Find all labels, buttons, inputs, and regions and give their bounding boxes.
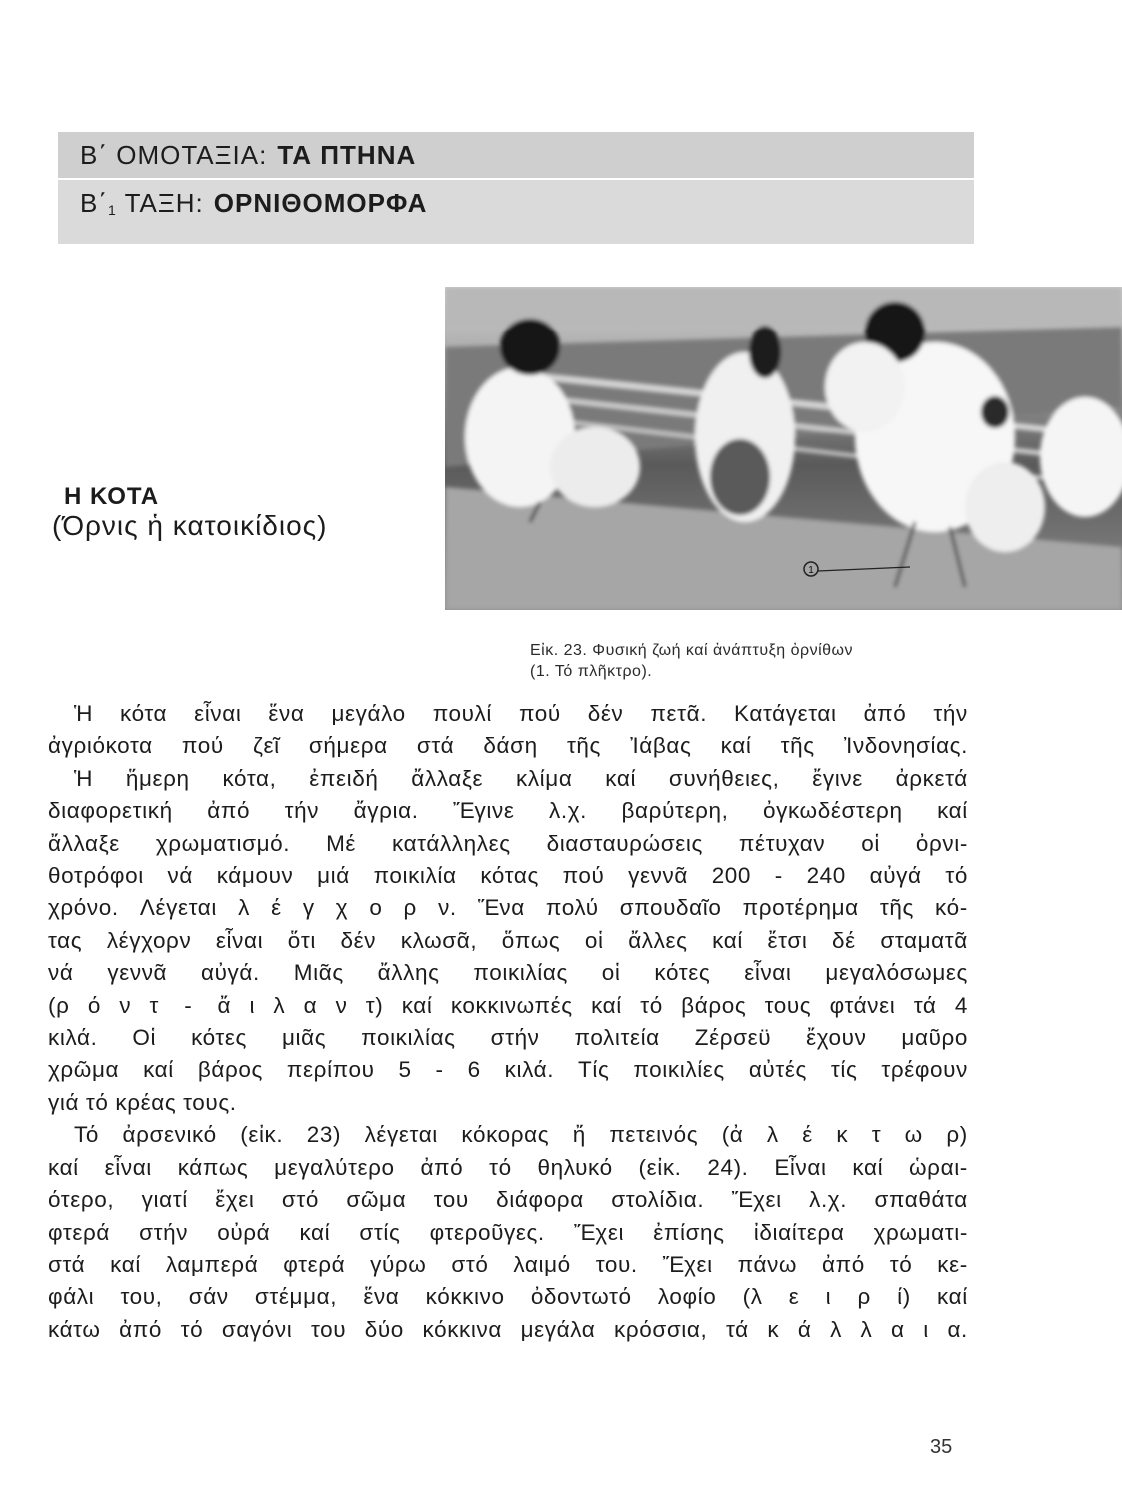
class-header-band <box>58 132 974 178</box>
text-line: ότερο, γιατί ἔχει στό σῶμα του διάφορα στολίδια. Ἔχει λ.χ. σπαθάτα <box>48 1187 968 1213</box>
order-label: $B΄_1$ ΤΑΞΗ: <box>80 187 204 218</box>
text-line: ἀγριόκοτα πού ζεῖ σήμερα στά δάση τῆς Ἰάβας καί τῆς Ἰνδονησίας. <box>48 733 968 759</box>
text-line: γιά τό κρέας τους. <box>48 1089 237 1115</box>
text-line: φάλι του, σάν στέμμα, ἕνα κόκκινο ὀδοντωτό λοφίο (λ ε ι ρ ί) καί <box>48 1284 968 1310</box>
text-line: διαφορετική ἀπό τήν ἄγρια. Ἔγινε λ.χ. βαρύτερη, ὀγκωδέστερη καί <box>48 798 968 824</box>
figure-caption <box>530 640 970 682</box>
section-title: Η ΚΟΤΑ <box>64 483 160 510</box>
text-line: καί εἶναι κάπως μεγαλύτερο ἀπό τό θηλυκό (εἰκ. 24). Εἶναι καί ὡραι- <box>48 1154 968 1180</box>
text-line: τας λέγχορν εἶναι ὅτι δέν κλωσᾶ, ὅπως οἱ ἄλλες καί ἔτσι δέ σταματᾶ <box>48 927 968 953</box>
text-line: ἄλλαξε χρωματισμό. Μέ κατάλληλες διασταυρώσεις πέτυχαν οἱ ὀρνι- <box>48 830 968 856</box>
caption-line: Εἰκ. 23. Φυσική ζωή καί ἀνάπτυξη ὀρνίθων <box>530 642 854 659</box>
class-value: ΤΑ ΠΤΗΝΑ <box>277 139 417 170</box>
text-line: Τό ἀρσενικό (εἰκ. 23) λέγεται κόκορας ἤ πετεινός (ἀ λ έ κ τ ω ρ) <box>74 1122 968 1148</box>
text-line: Ἡ ἥμερη κότα, ἐπειδή ἄλλαξε κλίμα καί συνήθειες, ἔγινε ἀρκετά <box>74 765 968 791</box>
class-label: Β΄ ΟΜΟΤΑΞΙΑ: <box>80 139 268 170</box>
page-number: 35 <box>930 1436 953 1458</box>
text-line: χρῶμα καί βάρος περίπου 5 - 6 κιλά. Τίς ποικιλίες αὐτές τίς τρέφουν <box>48 1057 968 1083</box>
text-line: κάτω ἀπό τό σαγόνι του δύο κόκκινα μεγάλα κρόσσια, τά κ ά λ λ α ι α. <box>48 1316 968 1342</box>
order-value: ΟΡΝΙΘΟΜΟΡΦΑ <box>213 187 428 218</box>
chicken-photo <box>445 287 1122 610</box>
text-line: νά γεννᾶ αὐγά. Μιᾶς ἄλλης ποικιλίας οἱ κότες εἶναι μεγαλόσωμες <box>48 960 968 986</box>
text-line: φτερά στήν οὐρά καί στίς φτεροῦγες. Ἔχει ἐπίσης ἰδιαίτερα χρωματι- <box>48 1219 968 1245</box>
text-line: κιλά. Οἱ κότες μιᾶς ποικιλίας στήν πολιτεία Ζέρσεϋ ἔχουν μαῦρο <box>48 1025 968 1051</box>
text-line: χρόνο. Λέγεται λ έ γ χ ο ρ ν. Ἕνα πολύ σπουδαῖο προτέρημα τῆς κό- <box>48 895 968 921</box>
text-line: (ρ ό ν τ - ἄ ι λ α ν τ) καί κοκκινωπές καί τό βάρος τους φτάνει τά 4 <box>48 992 968 1018</box>
text-line: Ἡ κότα εἶναι ἕνα μεγάλο πουλί πού δέν πετᾶ. Κατάγεται ἀπό τήν <box>74 701 968 726</box>
section-subtitle: (Όρνις ἡ κατοικίδιος) <box>52 510 328 541</box>
body-text <box>48 698 968 1346</box>
order-header-band <box>58 180 974 244</box>
caption-line: (1. Τό πλῆκτρο). <box>530 663 653 680</box>
figure-marker: 1 <box>808 565 814 576</box>
text-line: θοτρόφοι νά κάμουν μιά ποικιλία κότας πού γεννᾶ 200 - 240 αὐγά τό <box>48 863 968 889</box>
text-line: στά καί λαμπερά φτερά γύρω στό λαιμό του. Ἔχει πάνω ἀπό τό κε- <box>48 1251 968 1277</box>
